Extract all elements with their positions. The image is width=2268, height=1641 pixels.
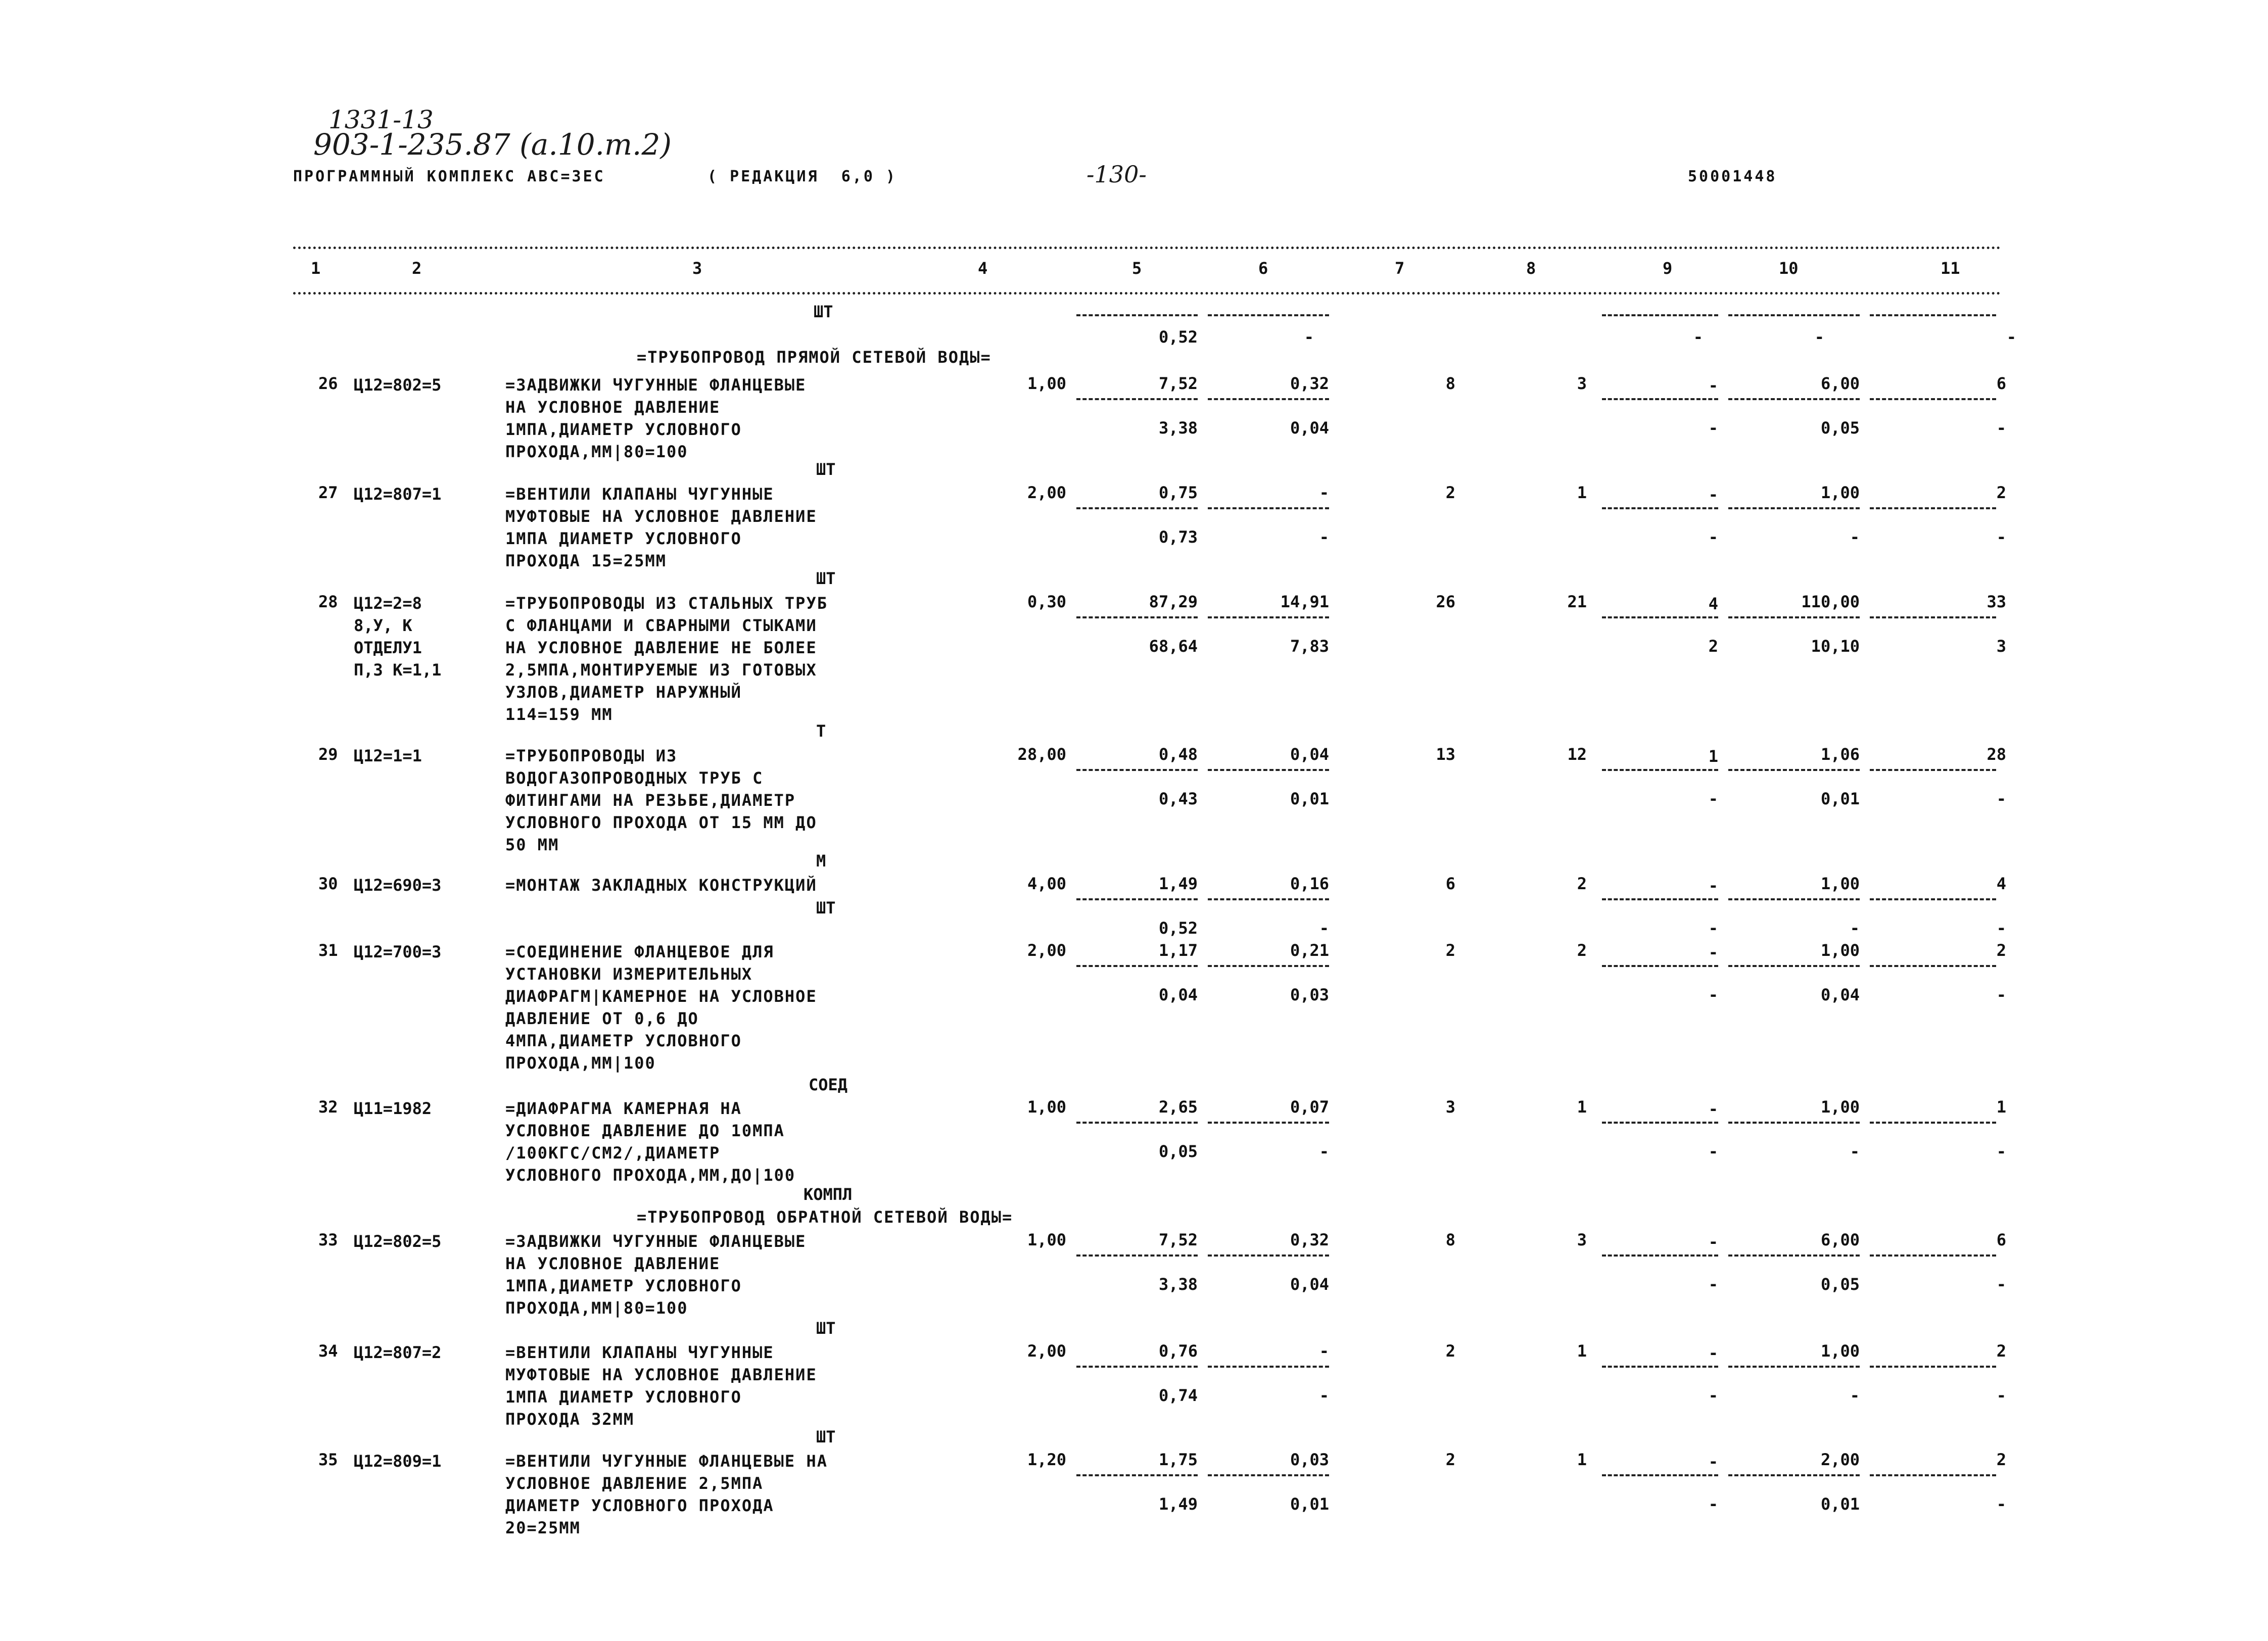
row-unit: ШТ	[816, 460, 836, 479]
cell-c11: 2	[1996, 1450, 2006, 1469]
cell-top-c9: -	[1693, 327, 1703, 347]
row-description: =ДИАФРАГМА КАМЕРНАЯ НА УСЛОВНОЕ ДАВЛЕНИЕ ДО 10МПА /100КГС/СМ2/,ДИАМЕТР УСЛОВНОГО ПРОХОДА,ММ,ДО|100	[505, 1099, 796, 1185]
program-name: ПРОГРАММНЫЙ КОМПЛЕКС АВС=3ЕС	[293, 168, 605, 185]
cell-c11: 2	[1996, 483, 2006, 502]
cell-c9b: -	[1708, 919, 1718, 938]
cell-c7: 3	[1445, 1097, 1455, 1117]
cell-c11b: -	[1996, 985, 2006, 1004]
cell-c6: -	[1319, 1341, 1329, 1361]
row-norm-code: Ц12=690=3	[354, 876, 442, 895]
top-divider-3	[1728, 314, 1860, 316]
cell-c11b: 3	[1996, 637, 2006, 656]
row6-divider-2	[1602, 1122, 1718, 1124]
column-number-6: 6	[1258, 259, 1268, 278]
cell-c5b: 0,04	[1158, 985, 1198, 1004]
row1-divider-0	[1076, 507, 1198, 509]
handwritten-project-code: 903-1-235.87 (a.10.т.2)	[313, 127, 672, 162]
row-unit: М	[816, 851, 826, 871]
cell-c9: -	[1708, 485, 1718, 504]
cell-c4: 0,30	[1027, 592, 1066, 611]
cell-c7: 8	[1445, 1230, 1455, 1249]
section-heading: =ТРУБОПРОВОД ОБРАТНОЙ СЕТЕВОЙ ВОДЫ=	[637, 1208, 1013, 1227]
unit-label: ШТ	[814, 302, 833, 321]
cell-c10: 6,00	[1820, 1230, 1860, 1249]
row1-divider-3	[1728, 507, 1860, 509]
cell-c6: 0,04	[1290, 745, 1329, 764]
cell-c6: -	[1319, 483, 1329, 502]
row7-divider-3	[1728, 1254, 1860, 1257]
cell-c5b: 0,05	[1158, 1142, 1198, 1161]
row9-divider-4	[1870, 1474, 1996, 1476]
column-number-2: 2	[412, 259, 422, 278]
row3-divider-0	[1076, 769, 1198, 771]
cell-c7: 8	[1445, 374, 1455, 393]
row6-divider-0	[1076, 1122, 1198, 1124]
cell-c6b: 0,04	[1290, 1275, 1329, 1294]
handwritten-number: 1331-13	[328, 105, 434, 134]
row4-divider-0	[1076, 898, 1198, 900]
cell-c11: 28	[1987, 745, 2006, 764]
cell-c5: 87,29	[1149, 592, 1198, 611]
cell-c5: 7,52	[1158, 1230, 1198, 1249]
row-description: =ТРУБОПРОВОДЫ ИЗ ВОДОГАЗОПРОВОДНЫХ ТРУБ С ФИТИНГАМИ НА РЕЗЬБЕ,ДИАМЕТР УСЛОВНОГО ПРОХОДА ОТ 15 ММ ДО 50 ММ	[505, 746, 817, 854]
cell-c5: 0,48	[1158, 745, 1198, 764]
row-position: 35	[318, 1450, 338, 1469]
cell-c11b: -	[1996, 527, 2006, 547]
row-norm-code: Ц12=802=5	[354, 375, 442, 395]
row1-divider-2	[1602, 507, 1718, 509]
cell-c9b: -	[1708, 985, 1718, 1004]
cell-c4: 2,00	[1027, 941, 1066, 960]
cell-c4: 2,00	[1027, 483, 1066, 502]
cell-c10: 1,00	[1820, 1341, 1860, 1361]
row-position: 27	[318, 483, 338, 502]
cell-c9b: -	[1708, 1386, 1718, 1405]
row0-divider-1	[1208, 398, 1329, 400]
cell-c7: 2	[1445, 1341, 1455, 1361]
row-position: 29	[318, 745, 338, 764]
cell-c9b: -	[1708, 527, 1718, 547]
row6-divider-3	[1728, 1122, 1860, 1124]
cell-c10b: 0,04	[1820, 985, 1860, 1004]
row-norm-code: Ц12=802=5	[354, 1232, 442, 1251]
cell-c4: 28,00	[1017, 745, 1066, 764]
document-code: 50001448	[1688, 168, 1777, 185]
cell-c10: 1,00	[1820, 941, 1860, 960]
cell-c7: 2	[1445, 941, 1455, 960]
cell-c4: 1,20	[1027, 1450, 1066, 1469]
top-divider-4	[1870, 314, 1996, 316]
cell-c5: 7,52	[1158, 374, 1198, 393]
row4-divider-4	[1870, 898, 1996, 900]
row3-divider-4	[1870, 769, 1996, 771]
cell-c7: 2	[1445, 1450, 1455, 1469]
row-position: 28	[318, 592, 338, 611]
cell-c9: -	[1708, 1343, 1718, 1363]
cell-c10b: -	[1850, 919, 1860, 938]
cell-c10: 110,00	[1801, 592, 1860, 611]
row-position: 26	[318, 374, 338, 393]
row-norm-code: Ц12=809=1	[354, 1452, 442, 1471]
row2-divider-2	[1602, 616, 1718, 618]
row-norm-code: Ц12=807=2	[354, 1343, 442, 1362]
cell-c6: 0,21	[1290, 941, 1329, 960]
cell-c5b: 0,43	[1158, 789, 1198, 808]
cell-c9: -	[1708, 876, 1718, 895]
cell-c6b: 0,01	[1290, 789, 1329, 808]
row-position: 30	[318, 874, 338, 893]
cell-c5b: 0,73	[1158, 527, 1198, 547]
cell-c11b: -	[1996, 1386, 2006, 1405]
cell-c10: 1,00	[1820, 874, 1860, 893]
row5-divider-1	[1208, 965, 1329, 967]
top-divider-0	[1076, 314, 1198, 316]
row-norm-code: Ц12=700=3	[354, 942, 442, 961]
cell-c4: 2,00	[1027, 1341, 1066, 1361]
cell-c5b: 0,74	[1158, 1386, 1198, 1405]
cell-c6: 0,32	[1290, 374, 1329, 393]
row1-divider-4	[1870, 507, 1996, 509]
cell-c8: 1	[1577, 1450, 1587, 1469]
cell-c11b: -	[1996, 1142, 2006, 1161]
cell-c6b: 0,03	[1290, 985, 1329, 1004]
row8-divider-0	[1076, 1366, 1198, 1368]
cell-c11: 4	[1996, 874, 2006, 893]
row7-divider-0	[1076, 1254, 1198, 1257]
cell-c11b: -	[1996, 919, 2006, 938]
column-number-3: 3	[692, 259, 702, 278]
cell-c5b: 68,64	[1149, 637, 1198, 656]
cell-c6: 14,91	[1280, 592, 1329, 611]
row2-divider-0	[1076, 616, 1198, 618]
row-description: =ВЕНТИЛИ КЛАПАНЫ ЧУГУННЫЕ МУФТОВЫЕ НА УСЛОВНОЕ ДАВЛЕНИЕ 1МПА ДИАМЕТР УСЛОВНОГО ПРОХОДА 32ММ	[505, 1343, 817, 1429]
cell-c10b: 10,10	[1811, 637, 1860, 656]
row2-divider-4	[1870, 616, 1996, 618]
column-number-5: 5	[1132, 259, 1142, 278]
column-number-8: 8	[1526, 259, 1536, 278]
row5-divider-3	[1728, 965, 1860, 967]
section-heading: =ТРУБОПРОВОД ПРЯМОЙ СЕТЕВОЙ ВОДЫ=	[637, 348, 991, 367]
cell-c6b: -	[1319, 527, 1329, 547]
row-norm-code: Ц12=2=8 8,У, К ОТДЕЛУ1 П,3 К=1,1	[354, 594, 442, 680]
row1-divider-1	[1208, 507, 1329, 509]
cell-top-c10: -	[1814, 327, 1824, 347]
cell-c9: 4	[1708, 594, 1718, 613]
table-top-rule	[293, 247, 2001, 249]
row-unit: Т	[816, 721, 826, 741]
cell-c9: 1	[1708, 747, 1718, 766]
row-position: 31	[318, 941, 338, 960]
cell-c11b: -	[1996, 1275, 2006, 1294]
column-number-9: 9	[1663, 259, 1673, 278]
cell-c11: 6	[1996, 1230, 2006, 1249]
cell-c9: -	[1708, 1232, 1718, 1251]
top-divider-1	[1208, 314, 1329, 316]
cell-c11: 33	[1987, 592, 2006, 611]
row0-divider-2	[1602, 398, 1718, 400]
row6-divider-4	[1870, 1122, 1996, 1124]
cell-c9b: 2	[1708, 637, 1718, 656]
cell-c5b: 0,52	[1158, 919, 1198, 938]
cell-c4: 1,00	[1027, 1097, 1066, 1117]
table-header-rule	[293, 292, 2001, 295]
cell-c9b: -	[1708, 789, 1718, 808]
row5-divider-0	[1076, 965, 1198, 967]
row6-divider-1	[1208, 1122, 1329, 1124]
cell-c10b: 0,01	[1820, 789, 1860, 808]
cell-c5: 0,76	[1158, 1341, 1198, 1361]
cell-c8: 2	[1577, 941, 1587, 960]
cell-c8: 1	[1577, 483, 1587, 502]
cell-c8: 1	[1577, 1341, 1587, 1361]
row0-divider-3	[1728, 398, 1860, 400]
cell-c10b: 0,05	[1820, 1275, 1860, 1294]
cell-c5: 0,75	[1158, 483, 1198, 502]
cell-c5: 1,17	[1158, 941, 1198, 960]
row4-divider-3	[1728, 898, 1860, 900]
row-norm-code: Ц12=807=1	[354, 485, 442, 504]
row-description: =ТРУБОПРОВОДЫ ИЗ СТАЛЬНЫХ ТРУБ С ФЛАНЦАМИ И СВАРНЫМИ СТЫКАМИ НА УСЛОВНОЕ ДАВЛЕНИЕ НЕ БОЛЕЕ 2,5МПА,МОНТИРУЕМЫЕ ИЗ ГОТОВЫХ УЗЛОВ,ДИАМЕТР НАРУЖНЫЙ 114=159 ММ	[505, 594, 828, 724]
row4-divider-2	[1602, 898, 1718, 900]
row9-divider-0	[1076, 1474, 1198, 1476]
row4-divider-1	[1208, 898, 1329, 900]
cell-c8: 2	[1577, 874, 1587, 893]
cell-c9: -	[1708, 1099, 1718, 1119]
row8-divider-3	[1728, 1366, 1860, 1368]
cell-top-c11: -	[2006, 327, 2016, 347]
cell-c5: 2,65	[1158, 1097, 1198, 1117]
row-unit: КОМПЛ	[804, 1185, 853, 1204]
cell-c5b: 1,49	[1158, 1494, 1198, 1514]
top-divider-2	[1602, 314, 1718, 316]
row-position: 32	[318, 1097, 338, 1117]
row-unit: ШТ	[816, 569, 836, 588]
row0-divider-0	[1076, 398, 1198, 400]
row-unit: ШТ	[816, 1319, 836, 1338]
cell-c10b: -	[1850, 1142, 1860, 1161]
cell-c7: 26	[1436, 592, 1455, 611]
row9-divider-1	[1208, 1474, 1329, 1476]
column-number-7: 7	[1395, 259, 1405, 278]
cell-c10: 1,00	[1820, 1097, 1860, 1117]
cell-c11: 2	[1996, 941, 2006, 960]
row-description: =ВЕНТИЛИ ЧУГУННЫЕ ФЛАНЦЕВЫЕ НА УСЛОВНОЕ ДАВЛЕНИЕ 2,5МПА ДИАМЕТР УСЛОВНОГО ПРОХОДА 20=25ММ	[505, 1452, 828, 1537]
cell-c7: 2	[1445, 483, 1455, 502]
cell-c6: 0,07	[1290, 1097, 1329, 1117]
cell-c11b: -	[1996, 418, 2006, 438]
cell-c10: 1,00	[1820, 483, 1860, 502]
row0-divider-4	[1870, 398, 1996, 400]
row-description: =МОНТАЖ ЗАКЛАДНЫХ КОНСТРУКЦИЙ	[505, 876, 817, 895]
cell-c11: 6	[1996, 374, 2006, 393]
handwritten-page-number: -130-	[1086, 161, 1147, 188]
cell-c6b: -	[1319, 1142, 1329, 1161]
cell-c8: 21	[1567, 592, 1587, 611]
cell-c10b: -	[1850, 1386, 1860, 1405]
cell-c4: 1,00	[1027, 1230, 1066, 1249]
cell-c6b: 0,04	[1290, 418, 1329, 438]
row-norm-code: Ц11=1982	[354, 1099, 432, 1118]
row9-divider-3	[1728, 1474, 1860, 1476]
row-description: =СОЕДИНЕНИЕ ФЛАНЦЕВОЕ ДЛЯ УСТАНОВКИ ИЗМЕРИТЕЛЬНЫХ ДИАФРАГМ|КАМЕРНОЕ НА УСЛОВНОЕ ДАВЛЕНИЕ ОТ 0,6 ДО 4МПА,ДИАМЕТР УСЛОВНОГО ПРОХОДА,ММ|100	[505, 942, 817, 1073]
row-unit: ШТ	[816, 898, 836, 918]
cell-c6b: 0,01	[1290, 1494, 1329, 1514]
row-description: =ВЕНТИЛИ КЛАПАНЫ ЧУГУННЫЕ МУФТОВЫЕ НА УСЛОВНОЕ ДАВЛЕНИЕ 1МПА ДИАМЕТР УСЛОВНОГО ПРОХОДА 15=25ММ	[505, 485, 817, 570]
row5-divider-4	[1870, 965, 1996, 967]
cell-c8: 1	[1577, 1097, 1587, 1117]
row-norm-code: Ц12=1=1	[354, 746, 422, 765]
cell-c8: 3	[1577, 1230, 1587, 1249]
cell-c5: 1,75	[1158, 1450, 1198, 1469]
cell-c9b: -	[1708, 1494, 1718, 1514]
cell-c5b: 3,38	[1158, 418, 1198, 438]
cell-top-c6: -	[1304, 327, 1314, 347]
cell-c9: -	[1708, 1452, 1718, 1471]
cell-c9b: -	[1708, 418, 1718, 438]
cell-c9b: -	[1708, 1275, 1718, 1294]
cell-c9b: -	[1708, 1142, 1718, 1161]
cell-c5: 1,49	[1158, 874, 1198, 893]
row2-divider-3	[1728, 616, 1860, 618]
cell-c7: 6	[1445, 874, 1455, 893]
row-position: 33	[318, 1230, 338, 1249]
cell-c8: 12	[1567, 745, 1587, 764]
cell-c8: 3	[1577, 374, 1587, 393]
edition-label: ( РЕДАКЦИЯ 6,0 )	[707, 168, 897, 185]
cell-c7: 13	[1436, 745, 1455, 764]
cell-c4: 1,00	[1027, 374, 1066, 393]
cell-c6: 0,16	[1290, 874, 1329, 893]
row3-divider-2	[1602, 769, 1718, 771]
cell-c11b: -	[1996, 789, 2006, 808]
cell-c10b: 0,01	[1820, 1494, 1860, 1514]
cell-c11: 2	[1996, 1341, 2006, 1361]
row3-divider-3	[1728, 769, 1860, 771]
row7-divider-2	[1602, 1254, 1718, 1257]
row7-divider-1	[1208, 1254, 1329, 1257]
cell-c9: -	[1708, 376, 1718, 395]
row3-divider-1	[1208, 769, 1329, 771]
row8-divider-2	[1602, 1366, 1718, 1368]
cell-c10: 2,00	[1820, 1450, 1860, 1469]
cell-c10: 1,06	[1820, 745, 1860, 764]
cell-c4: 4,00	[1027, 874, 1066, 893]
cell-c11: 1	[1996, 1097, 2006, 1117]
row2-divider-1	[1208, 616, 1329, 618]
cell-c6b: -	[1319, 1386, 1329, 1405]
row-unit: ШТ	[816, 1427, 836, 1446]
column-number-10: 10	[1779, 259, 1799, 278]
row5-divider-2	[1602, 965, 1718, 967]
row-unit: СОЕД	[809, 1075, 848, 1094]
cell-c9: -	[1708, 943, 1718, 962]
cell-c6: 0,03	[1290, 1450, 1329, 1469]
cell-c6b: -	[1319, 919, 1329, 938]
cell-c10: 6,00	[1820, 374, 1860, 393]
cell-c5b: 3,38	[1158, 1275, 1198, 1294]
cell-c11b: -	[1996, 1494, 2006, 1514]
cell-c6b: 7,83	[1290, 637, 1329, 656]
column-number-4: 4	[978, 259, 988, 278]
column-number-1: 1	[311, 259, 321, 278]
cell-c10b: -	[1850, 527, 1860, 547]
row-description: =ЗАДВИЖКИ ЧУГУННЫЕ ФЛАНЦЕВЫЕ НА УСЛОВНОЕ ДАВЛЕНИЕ 1МПА,ДИАМЕТР УСЛОВНОГО ПРОХОДА,ММ|80=100	[505, 375, 807, 461]
cell-c10b: 0,05	[1820, 418, 1860, 438]
row7-divider-4	[1870, 1254, 1996, 1257]
row-position: 34	[318, 1341, 338, 1361]
row9-divider-2	[1602, 1474, 1718, 1476]
row8-divider-1	[1208, 1366, 1329, 1368]
column-number-11: 11	[1941, 259, 1960, 278]
cell-c6: 0,32	[1290, 1230, 1329, 1249]
cell-top-c5: 0,52	[1158, 327, 1198, 347]
row-description: =ЗАДВИЖКИ ЧУГУННЫЕ ФЛАНЦЕВЫЕ НА УСЛОВНОЕ ДАВЛЕНИЕ 1МПА,ДИАМЕТР УСЛОВНОГО ПРОХОДА,ММ|80=100	[505, 1232, 807, 1318]
row8-divider-4	[1870, 1366, 1996, 1368]
